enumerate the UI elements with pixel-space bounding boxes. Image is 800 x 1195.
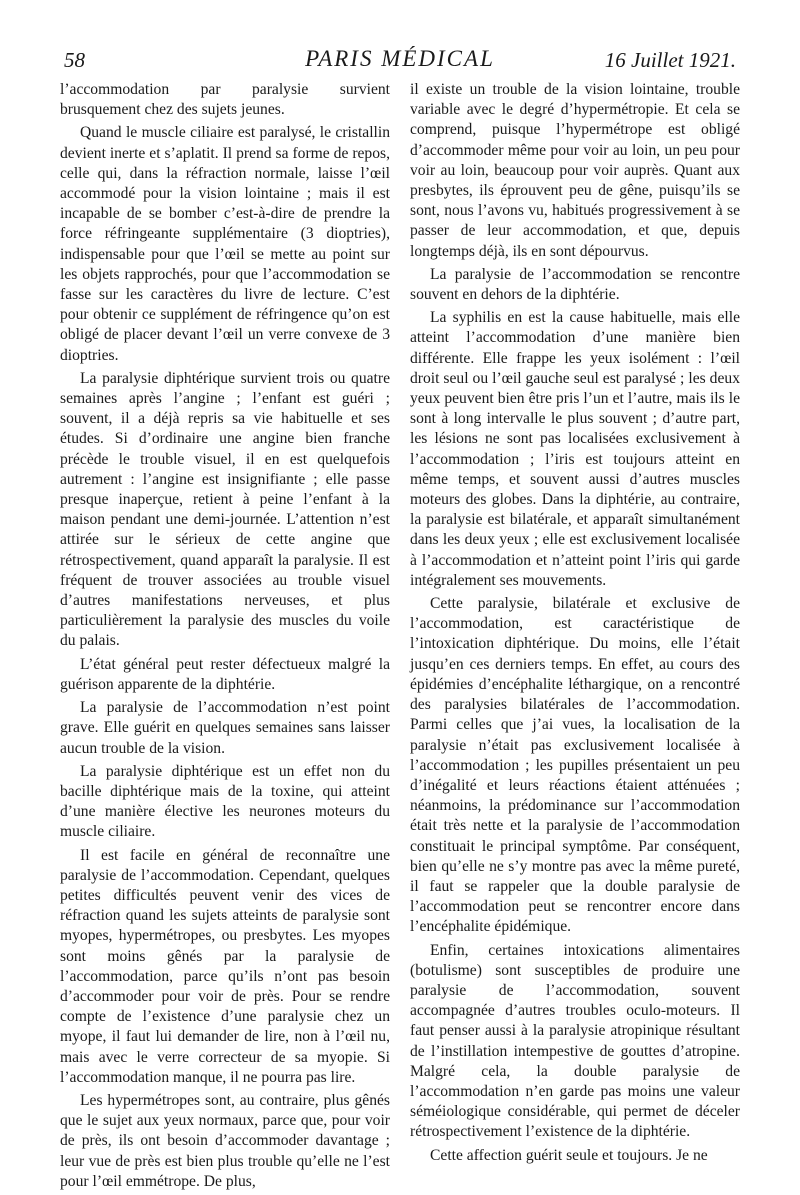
paragraph: Cette affection guérit seule et toujours. Je ne [430, 1146, 708, 1164]
paragraph: La paralysie diphtérique survient trois ou quatre semaines après l’angine ; l’enfant est guéri ; souvent, il a déjà repris sa vie habituelle et ses études. Si d’ordinaire une angine bien franche précède le trouble visuel, il en est quelquefois autrement : l’angine est insignifiante ; elle passe presque inaperçue, retient à peine l’enfant à la maison pendant une demi-journée. L’attention n’est attirée sur le sérieux de cette angine que rétrospectivement, quand apparaît la paralysie. Il est fréquent de trouver associées au trouble visuel d’autres manifestations nerveuses, et plus particulièrement la paralysie des muscles du voile du palais. [60, 369, 390, 650]
paragraph: La paralysie de l’accommodation se rencontre souvent en dehors de la diphtérie. [410, 265, 740, 304]
paragraph: Quand le muscle ciliaire est paralysé, le cristallin devient inerte et s’aplatit. Il prend sa forme de repos, celle qui, dans la réfraction normale, laisse l’œil accommodé pour la vision lointaine ; mais il est incapable de se bomber c’est-à-dire de prendre la force réfringeante supplémentaire (3 dioptries), indispensable pour que l’œil se mette au point sur les objets rapprochés, pour que l’accommodation se fasse sur les caractères du livre de lecture. C’est pour obtenir ce supplément de réfringence qu’on est obligé de placer devant l’œil un verre convexe de 3 dioptries. [60, 124, 390, 364]
paragraph: Il est facile en général de reconnaître une paralysie de l’accommodation. Cependant, quelques petites difficultés peuvent venir des vices de réfraction quand les sujets atteints de paralysie sont myopes, hypermétropes, ou presbytes. Les myopes sont moins gênés par la paralysie de l’accommodation, parce qu’ils n’ont pas besoin d’accommoder pour voir de près. Pour se rendre compte de l’existence d’une paralysie chez un myope, il faut lui demander de lire, non à l’œil nu, mais avec le verre correcteur de sa myopie. Si l’accommodation manque, il ne pourra pas lire. [60, 846, 390, 1086]
paragraph: Enfin, certaines intoxications alimentaires (botulisme) sont susceptibles de produire une paralysie de l’accommodation, souvent accompagnée d’autres troubles oculo-moteurs. Il faut penser aussi à la paralysie atropinique résultant de l’instillation intempestive de gouttes d’atropine. Malgré cela, la double paralysie de l’accommodation n’en garde pas moins une valeur séméiologique considérable, qui permet de déceler rétrospectivement l’existence de la diphtérie. [410, 941, 740, 1141]
right-column [410, 80, 740, 1169]
left-column [60, 80, 390, 1195]
paragraph: L’état général peut rester défectueux malgré la guérison apparente de la diphtérie. [60, 655, 390, 693]
paragraph: il existe un trouble de la vision lointaine, trouble variable avec le degré d’hypermétropie. Et cela se comprend, puisque l’hypermétrope est obligé d’accommoder même pour voir au loin, un peu pour voir au loin, beaucoup pour voir auprès. Quant aux presbytes, ils éprouvent peu de gêne, puisqu’ils se sont, nous l’avons vu, habitués progressivement à se passer de leur accommodation, et que, depuis longtemps déjà, ils en sont dépourvus. [410, 81, 740, 260]
paragraph: La paralysie diphtérique est un effet non du bacille diphtérique mais de la toxine, qui atteint d’une manière élective les neurones moteurs du muscle ciliaire. [60, 762, 390, 841]
paragraph: La syphilis en est la cause habituelle, mais elle atteint l’accommodation d’une manière bien différente. Elle frappe les yeux isolément : l’œil droit seul ou l’œil gauche seul est paralysé ; les deux yeux peuvent bien être pris l’un et l’autre, mais ils le sont à long intervalle le plus souvent ; d’autre part, les lésions ne sont pas localisées exclusivement à l’accommodation ; l’iris est toujours atteint en même temps, et souvent aussi d’autres muscles moteurs des globes. Dans la diphtérie, au contraire, la paralysie est bilatérale, et apparaît simultanément dans les deux yeux ; elle est exclusivement localisée à l’accommodation et n’atteint point l’iris qui garde intégralement ses mouvements. [410, 309, 740, 589]
paragraph: Les hypermétropes sont, au contraire, plus gênés que le sujet aux yeux normaux, parce que, pour voir de près, ils ont besoin d’accommoder davantage ; leur vue de près est bien plus trouble qu’elle ne l’est pour l’œil emmétrope. De plus, [60, 1091, 390, 1190]
paragraph: l’accommodation par paralysie survient brusquement chez des sujets jeunes. [60, 81, 390, 119]
page-header [64, 42, 736, 78]
paragraph: Cette paralysie, bilatérale et exclusive de l’accommodation, est caractéristique de l’intoxication diphtérique. Du moins, elle l’était jusqu’en ces derniers temps. En effet, au cours des épidémies d’encéphalite léthargique, on a rencontré des paralysies bilatérales de l’accommodation. Parmi celles que j’ai vues, la localisation de la paralysie n’était pas exclusivement localisée à l’accommodation ; les pupilles présentaient un peu d’inégalité et leurs réactions étaient atténuées ; néanmoins, la prédominance sur l’accommodation était très nette et la paralysie de l’accommodation constituait le principal symptôme. Par conséquent, bien qu’elle ne s’y montre pas avec la même pureté, il faut se rappeler que la double paralysie de l’accommodation peut se rencontrer encore dans l’encéphalite épidémique. [410, 595, 740, 936]
page-number: 58 [64, 48, 85, 72]
paragraph: La paralysie de l’accommodation n’est point grave. Elle guérit en quelques semaines sans laisser aucun trouble de la vision. [60, 699, 390, 757]
journal-title: PARIS MÉDICAL [305, 46, 495, 71]
issue-date: 16 Juillet 1921. [604, 48, 736, 72]
